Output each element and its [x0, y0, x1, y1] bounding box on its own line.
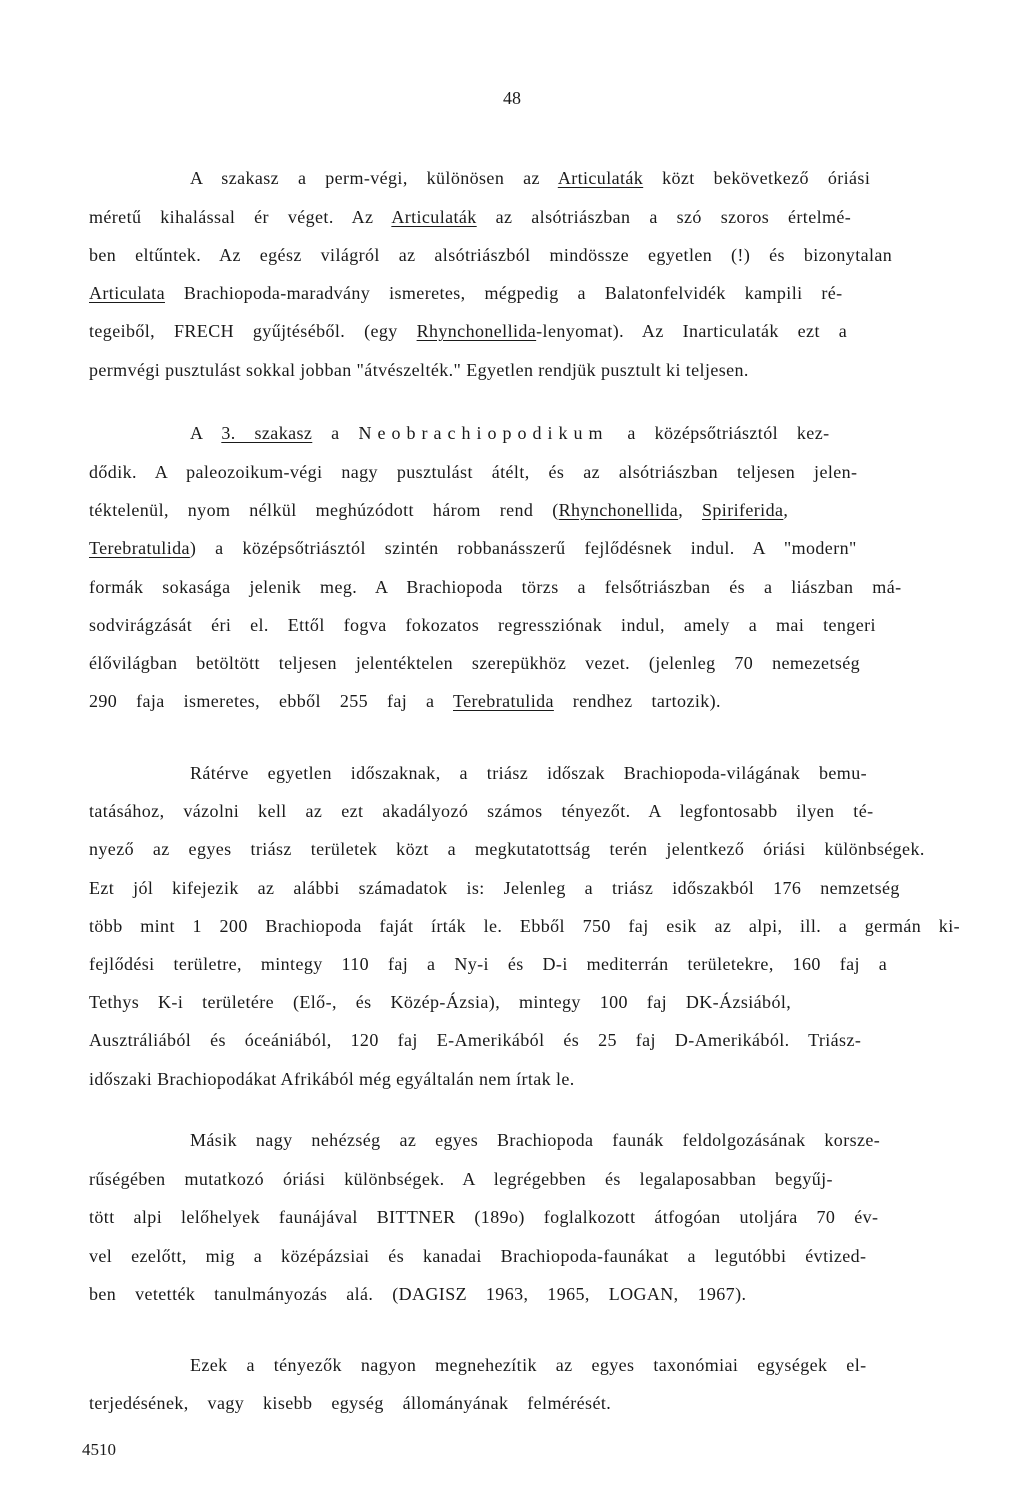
text-line — [89, 244, 892, 266]
text-run: élővilágban betöltött teljesen jelentéktelen szerepükhöz vezet. (jelenleg 70 nemezetség — [89, 653, 861, 673]
underlined-term: Terebratulida — [89, 538, 190, 558]
text-line — [89, 282, 843, 304]
text-run: Brachiopoda-maradvány ismeretes, mégpedig a Balatonfelvidék kampili ré- — [164, 283, 843, 303]
text-run: rendhez tartozik). — [553, 691, 721, 711]
text-line — [89, 1392, 611, 1414]
underlined-term: Terebratulida — [453, 691, 554, 711]
text-run: rűségében mutatkozó óriási különbségek. A legrégebben és legalaposabban begyűj- — [89, 1169, 833, 1189]
text-line — [89, 915, 960, 937]
text-run: Másik nagy nehézség az egyes Brachiopoda faunák feldolgozásának korsze- — [190, 1130, 881, 1150]
text-run: A szakasz a perm-végi, különösen az — [190, 168, 558, 188]
text-line — [89, 320, 847, 342]
text-run: fejlődési területre, mintegy 110 faj a Ny-i és D-i mediterrán területekre, 160 faj a — [89, 954, 888, 974]
text-line — [190, 422, 829, 444]
text-line — [89, 359, 749, 381]
underlined-term: 3. szakasz — [221, 423, 313, 443]
text-line — [89, 537, 857, 559]
text-line — [89, 877, 900, 899]
text-run: terjedésének, vagy kisebb egység állományának felmérését. — [89, 1393, 612, 1413]
text-run: permvégi pusztulást sokkal jobban "átvészelték." Egyetlen rendjük pusztult ki teljesen. — [89, 360, 749, 380]
text-line — [89, 1068, 575, 1090]
text-run: 290 faja ismeretes, ebből 255 faj a — [89, 691, 453, 711]
underlined-term: Articulata — [89, 283, 165, 303]
text-line — [89, 838, 925, 860]
underlined-term: Articulaták — [391, 207, 477, 227]
text-run: közt bekövetkező óriási — [643, 168, 871, 188]
text-run: dődik. A paleozoikum-végi nagy pusztulást átélt, és az alsótriászban teljesen jelen- — [89, 462, 858, 482]
spaced-term: Neobrachiopodikum — [358, 423, 609, 443]
text-run: több mint 1 200 Brachiopoda faját írták le. Ebből 750 faj esik az alpi, ill. a germán ki- — [89, 916, 960, 936]
text-run: tatásához, vázolni kell az ezt akadályozó számos tényezőt. A legfontosabb ilyen té- — [89, 801, 874, 821]
text-line — [89, 614, 876, 636]
text-line — [89, 1283, 746, 1305]
text-line — [89, 652, 860, 674]
text-line — [89, 1206, 878, 1228]
text-run: Ausztráliából és óceániából, 120 faj E-Amerikából és 25 faj D-Amerikából. Triász- — [89, 1030, 862, 1050]
text-run: Ezt jól kifejezik az alábbi számadatok is: Jelenleg a triász időszakból 176 nemzetség — [89, 878, 900, 898]
text-run: sodvirágzását éri el. Ettől fogva fokozatos regressziónak indul, amely a mai tengeri — [89, 615, 876, 635]
text-run: tött alpi lelőhelyek faunájával BITTNER (189o) foglalkozott átfogóan utoljára 70 év- — [89, 1207, 879, 1227]
text-run: Rátérve egyetlen időszaknak, a triász időszak Brachiopoda-világának bemu- — [190, 763, 867, 783]
text-run: Tethys K-i területére (Elő-, és Közép-Ázsia), mintegy 100 faj DK-Ázsiából, — [89, 992, 792, 1012]
text-run: Ezek a tényezők nagyon megnehezítik az egyes taxonómiai egységek el- — [190, 1355, 867, 1375]
text-line — [190, 167, 870, 189]
text-run: ) a középsőtriásztól szintén robbanásszerű fejlődésnek indul. A "modern" — [189, 538, 857, 558]
text-run: időszaki Brachiopodákat Afrikából még egyáltalán nem írtak le. — [89, 1069, 575, 1089]
text-run: formák sokasága jelenik meg. A Brachiopoda törzs a felsőtriászban és a liászban má- — [89, 577, 902, 597]
text-line — [190, 762, 867, 784]
underlined-term: Rhynchonellida — [558, 500, 679, 520]
text-run: nyező az egyes triász területek közt a megkutatottság terén jelentkező óriási különbségek. — [89, 839, 925, 859]
text-run: téktelenül, nyom nélkül meghúzódott három rend ( — [89, 500, 559, 520]
text-run: ben eltűntek. Az egész világról az alsótriászból mindössze egyetlen (!) és bizonytalan — [89, 245, 893, 265]
text-run: a — [312, 423, 359, 443]
text-run: , — [678, 500, 702, 520]
text-run: tegeiből, FRECH gyűjtéséből. (egy — [89, 321, 417, 341]
text-run: a középsőtriásztól kez- — [608, 423, 830, 443]
text-line — [89, 461, 857, 483]
text-line — [89, 499, 788, 521]
text-line — [89, 1245, 866, 1267]
text-line — [190, 1129, 880, 1151]
text-line — [89, 991, 791, 1013]
text-line — [89, 1168, 833, 1190]
footer-code: 4510 — [82, 1440, 116, 1459]
text-line — [190, 1354, 866, 1376]
text-run: vel ezelőtt, mig a középázsiai és kanadai Brachiopoda-faunákat a legutóbbi évtized- — [89, 1246, 867, 1266]
text-run: ben vetették tanulmányozás alá. (DAGISZ 1963, 1965, LOGAN, 1967). — [89, 1284, 747, 1304]
text-run: , — [783, 500, 789, 520]
text-line — [89, 953, 887, 975]
text-run: -lenyomat). Az Inarticulaták ezt a — [536, 321, 848, 341]
page-number: 48 — [503, 88, 521, 108]
text-run: A — [190, 423, 222, 443]
text-line — [89, 690, 721, 712]
text-line — [89, 206, 851, 228]
text-line — [89, 1029, 861, 1051]
underlined-term: Rhynchonellida — [416, 321, 537, 341]
text-run: méretű kihalással ér véget. Az — [89, 207, 392, 227]
text-line — [89, 800, 873, 822]
text-line — [89, 576, 902, 598]
underlined-term: Spiriferida — [702, 500, 784, 520]
text-run: az alsótriászban a szó szoros értelmé- — [476, 207, 852, 227]
underlined-term: Articulaták — [557, 168, 644, 188]
